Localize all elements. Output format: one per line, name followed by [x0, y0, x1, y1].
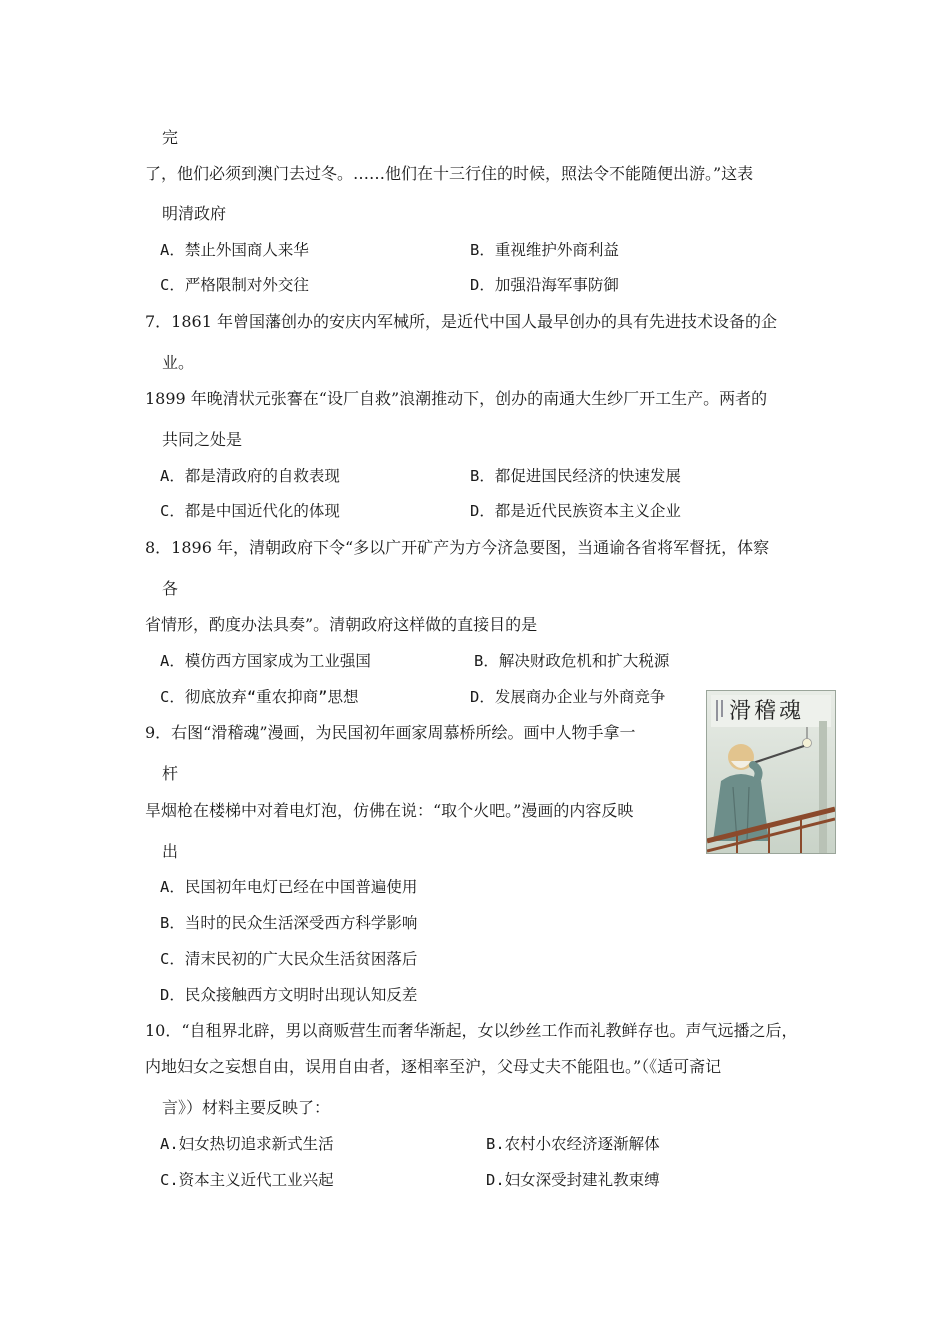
- q7-option-c: C．都是中国近代化的体现: [160, 502, 340, 520]
- q7-stem-2: 业。: [162, 353, 195, 372]
- q6-option-d: D．加强沿海军事防御: [470, 276, 619, 294]
- q8-option-a: A．模仿西方国家成为工业强国: [160, 652, 371, 670]
- q9-stem-3: 旱烟枪在楼梯中对着电灯泡，仿佛在说：“取个火吧。”漫画的内容反映: [145, 801, 634, 820]
- q9-option-c: C．清末民初的广大民众生活贫困落后: [160, 950, 418, 968]
- q8-stem-1: 8．1896 年，清朝政府下令“多以广开矿产为方今济急要图，当通谕各省将军督抚，体察: [145, 538, 770, 557]
- q9-stem-1: 9．右图“滑稽魂”漫画，为民国初年画家周慕桥所绘。画中人物手拿一: [145, 723, 636, 742]
- q9-option-d: D．民众接触西方文明时出现认知反差: [160, 986, 418, 1004]
- q10-option-c: C.资本主义近代工业兴起: [160, 1171, 334, 1189]
- q6-option-c: C．严格限制对外交往: [160, 276, 309, 294]
- q9-option-b: B．当时的民众生活深受西方科学影响: [160, 914, 418, 932]
- q10-option-a: A.妇女热切追求新式生活: [160, 1135, 334, 1153]
- q7-stem-3: 1899 年晚清状元张謇在“设厂自救”浪潮推动下，创办的南通大生纱厂开工生产。两者的: [145, 389, 768, 408]
- q7-option-a: A．都是清政府的自救表现: [160, 467, 340, 485]
- q8-stem-3: 省情形，酌度办法具奏”。清朝政府这样做的直接目的是: [145, 615, 538, 634]
- q10-option-b: B.农村小农经济逐渐解体: [486, 1135, 660, 1153]
- q7-option-d: D．都是近代民族资本主义企业: [470, 502, 681, 520]
- cartoon-image: [706, 690, 836, 854]
- q6-continuation-1: 完: [162, 128, 179, 147]
- q6-option-b: B．重视维护外商利益: [470, 241, 619, 259]
- q7-stem-4: 共同之处是: [162, 430, 243, 449]
- q9-stem-4: 出: [162, 842, 179, 861]
- q10-stem-3: 言》）材料主要反映了：: [162, 1098, 331, 1117]
- q10-stem-2: 内地妇女之妄想自由，误用自由者，逐相率至沪，父母丈夫不能阻也。”（《适可斋记: [145, 1057, 722, 1076]
- q8-option-d: D．发展商办企业与外商竞争: [470, 688, 666, 706]
- q6-continuation-3: 明清政府: [162, 204, 227, 223]
- q8-option-c: C．彻底放弃“重农抑商”思想: [160, 688, 359, 706]
- q6-option-a: A．禁止外国商人来华: [160, 241, 309, 259]
- q7-option-b: B．都促进国民经济的快速发展: [470, 467, 681, 485]
- q9-option-a: A．民国初年电灯已经在中国普遍使用: [160, 878, 418, 896]
- q10-stem-1: 10．“自租界北辟，男以商贩营生而奢华渐起，女以纱丝工作而礼教鲜存也。声气远播之后，: [145, 1021, 798, 1040]
- q9-stem-2: 杆: [162, 764, 179, 783]
- q8-option-b: B．解决财政危机和扩大税源: [474, 652, 670, 670]
- q10-option-d: D.妇女深受封建礼教束缚: [486, 1171, 660, 1189]
- q6-continuation-2: 了，他们必须到澳门去过冬。……他们在十三行住的时候，照法令不能随便出游。”这表: [145, 164, 754, 183]
- cartoon-title: 滑稽魂: [729, 699, 805, 724]
- q7-stem-1: 7．1861 年曾国藩创办的安庆内军械所，是近代中国人最早创办的具有先进技术设备的企: [145, 312, 777, 331]
- q8-stem-2: 各: [162, 579, 179, 598]
